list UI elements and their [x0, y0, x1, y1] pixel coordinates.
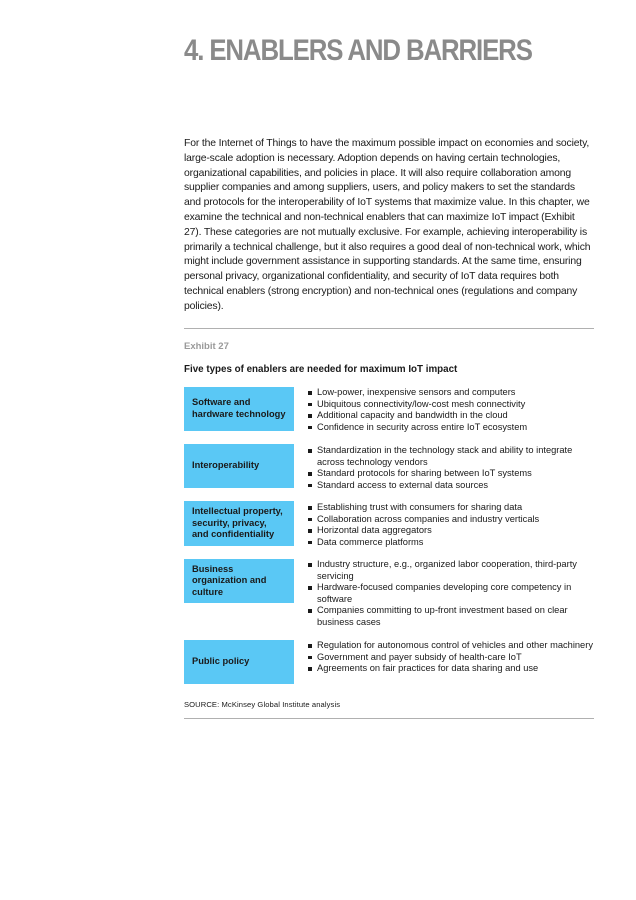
intro-text: For the Internet of Things to have the maximum possible impact on economies and society, large-scale adoption is necessary. Adoption depends on having certain technologies, organizational capabilities, and policies in place. It will also require collaboration among supplier companies and among suppliers, users, and policy makers to set the standards and protocols for the interoperability of IoT systems that maximize value. In this chapter, we examine the technical and non-technical enablers that can maximize IoT impact (Exhibit 27). These categories are not mutually exclusive. For example, achieving interoperability is primarily a technical challenge, but it also requires a good deal of non-technical work, which might include government assistance in supporting standards. At the same time, ensuring personal privacy, organizational confidentiality, and security of IoT data requires both technical enablers (strong encryption) and non-technical ones (regulations and company policies).: [184, 138, 591, 312]
bullet-item: Agreements on fair practices for data sharing and use: [307, 663, 593, 675]
exhibit-label: Exhibit 27: [184, 341, 229, 352]
intro-paragraph: [184, 137, 594, 315]
category-label-line: Interoperability: [192, 460, 260, 471]
bullet-item: Standard protocols for sharing between IoT systems: [307, 468, 593, 480]
bullet-item: Additional capacity and bandwidth in the cloud: [307, 410, 593, 422]
category-label-line: Intellectual property,: [192, 506, 283, 517]
enabler-row-business-culture: [184, 558, 594, 630]
page-title: 4. ENABLERS AND BARRIERS: [184, 34, 532, 67]
category-label-line: security, privacy,: [192, 517, 267, 528]
category-box: [184, 501, 294, 546]
bullet-item: Horizontal data aggregators: [307, 525, 593, 537]
category-label-line: Software and: [192, 397, 251, 408]
category-box: [184, 387, 294, 431]
enabler-row-ip-security: [184, 501, 594, 549]
category-label-line: organization and: [192, 575, 267, 586]
enabler-row-interoperability: [184, 444, 594, 492]
exhibit-bottom-divider: [184, 718, 594, 719]
bullet-list: [307, 387, 593, 433]
category-box: [184, 559, 294, 603]
bullet-item: Confidence in security across entire IoT ecosystem: [307, 422, 593, 434]
bullet-item: Collaboration across companies and industry verticals: [307, 514, 593, 526]
bullet-item: Industry structure, e.g., organized labor cooperation, third-party servicing: [307, 559, 593, 582]
exhibit-top-divider: [184, 328, 594, 329]
bullet-item: Establishing trust with consumers for sharing data: [307, 502, 593, 514]
category-box: [184, 640, 294, 684]
category-box: [184, 444, 294, 488]
bullet-list: [307, 445, 593, 491]
category-label-line: Public policy: [192, 656, 250, 667]
source-note: SOURCE: McKinsey Global Institute analysis: [184, 700, 341, 709]
bullet-list: [307, 640, 593, 675]
category-label-line: and confidentiality: [192, 529, 275, 540]
bullet-list: [307, 559, 593, 628]
category-label-line: culture: [192, 586, 223, 597]
bullet-item: Companies committing to up-front investment based on clear business cases: [307, 605, 593, 628]
bullet-list: [307, 502, 593, 548]
enabler-row-technology: [184, 386, 594, 434]
bullet-item: Ubiquitous connectivity/low-cost mesh connectivity: [307, 399, 593, 411]
bullet-item: Hardware-focused companies developing core competency in software: [307, 582, 593, 605]
bullet-item: Standardization in the technology stack and ability to integrate across technology vendors: [307, 445, 593, 468]
category-label-line: hardware technology: [192, 409, 286, 419]
bullet-item: Regulation for autonomous control of vehicles and other machinery: [307, 640, 593, 652]
bullet-item: Low-power, inexpensive sensors and computers: [307, 387, 593, 399]
exhibit-title: Five types of enablers are needed for maximum IoT impact: [184, 364, 458, 375]
category-label-line: Business: [192, 563, 234, 574]
bullet-item: Standard access to external data sources: [307, 480, 593, 492]
bullet-item: Data commerce platforms: [307, 537, 593, 549]
enabler-row-public-policy: [184, 639, 594, 687]
bullet-item: Government and payer subsidy of health-care IoT: [307, 652, 593, 664]
